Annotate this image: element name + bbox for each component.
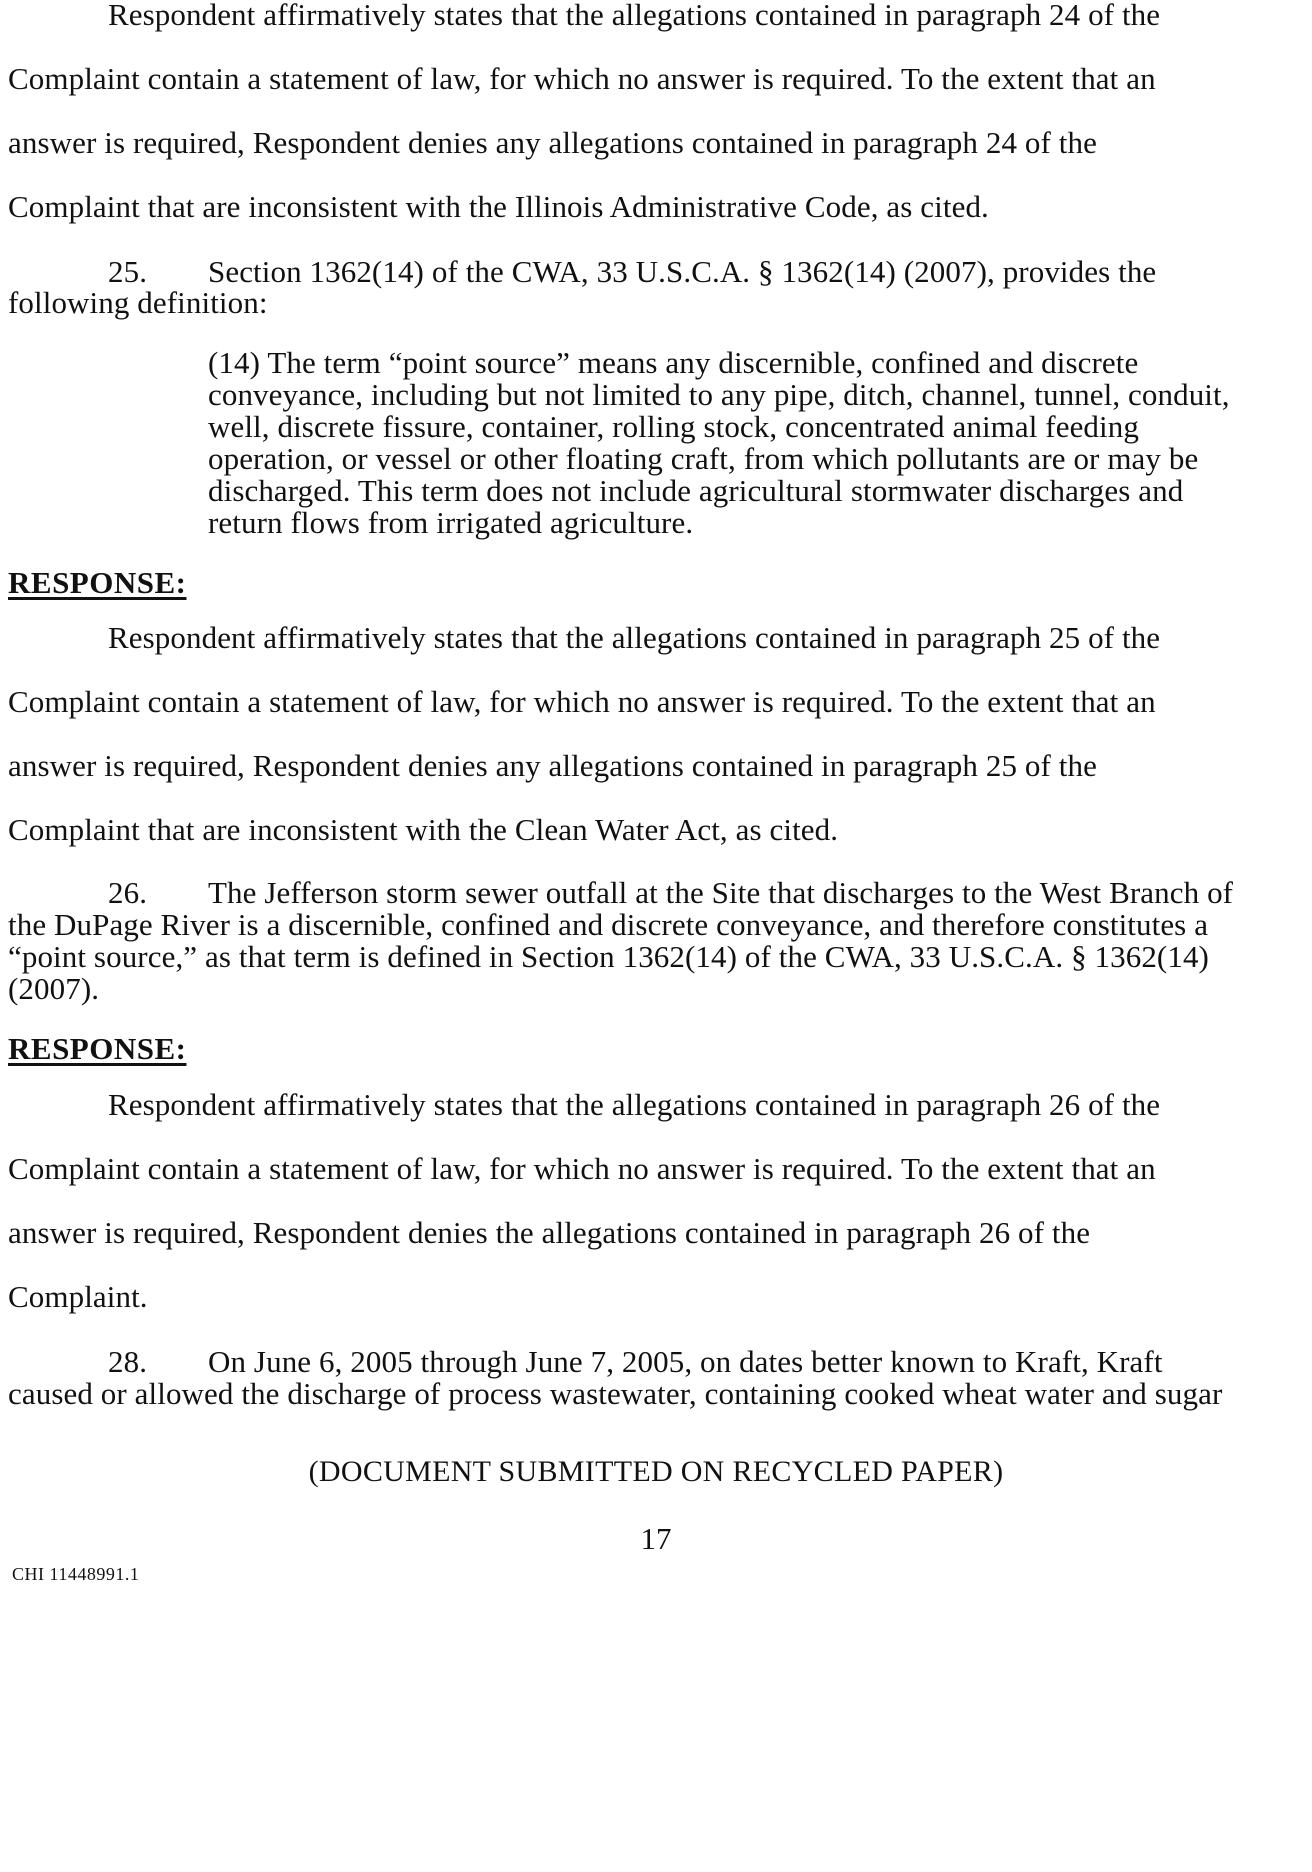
page-number: 17 xyxy=(640,1521,672,1556)
text-line: Respondent affirmatively states that the allegations contained in paragraph 24 of the xyxy=(108,0,1161,32)
text-line: answer is required, Respondent denies the allegations contained in paragraph 26 of the xyxy=(8,1215,1091,1250)
text-line: Complaint that are inconsistent with the Illinois Administrative Code, as cited. xyxy=(8,189,989,224)
text-line: Complaint contain a statement of law, for which no answer is required. To the extent that an xyxy=(8,1151,1156,1186)
text-line: answer is required, Respondent denies any allegations contained in paragraph 24 of the xyxy=(8,125,1097,160)
text-line: Section 1362(14) of the CWA, 33 U.S.C.A. § 1362(14) (2007), provides the xyxy=(208,254,1157,289)
text-line: Complaint contain a statement of law, for which no answer is required. To the extent that an xyxy=(8,684,1156,719)
text-line: Complaint that are inconsistent with the Clean Water Act, as cited. xyxy=(8,812,839,847)
text-line: Complaint. xyxy=(8,1279,148,1314)
text-line: The Jefferson storm sewer outfall at the Site that discharges to the West Branch of xyxy=(208,875,1234,910)
text-line: (2007). xyxy=(8,971,100,1006)
text-line: “point source,” as that term is defined in Section 1362(14) of the CWA, 33 U.S.C.A. § 1362(14) xyxy=(8,939,1209,974)
text-line: the DuPage River is a discernible, confined and discrete conveyance, and therefore constitutes a xyxy=(8,907,1209,942)
quote-line: (14) The term “point source” means any discernible, confined and discrete xyxy=(208,345,1139,380)
text-line: answer is required, Respondent denies any allegations contained in paragraph 25 of the xyxy=(8,748,1097,783)
footer-notice: (DOCUMENT SUBMITTED ON RECYCLED PAPER) xyxy=(308,1455,1004,1488)
quote-line: return flows from irrigated agriculture. xyxy=(208,505,694,540)
text-line: On June 6, 2005 through June 7, 2005, on dates better known to Kraft, Kraft xyxy=(208,1344,1163,1379)
quote-line: well, discrete fissure, container, rolling stock, concentrated animal feeding xyxy=(208,409,1139,444)
text-line: following definition: xyxy=(8,285,268,320)
text-line: Respondent affirmatively states that the allegations contained in paragraph 25 of the xyxy=(108,620,1161,655)
text-line: Complaint contain a statement of law, for which no answer is required. To the extent that an xyxy=(8,61,1156,96)
response-heading: RESPONSE: xyxy=(8,565,187,600)
quote-line: conveyance, including but not limited to any pipe, ditch, channel, tunnel, conduit, xyxy=(208,377,1230,412)
response-heading: RESPONSE: xyxy=(8,1031,187,1066)
document-id: CHI 11448991.1 xyxy=(12,1564,140,1584)
text-line: Respondent affirmatively states that the allegations contained in paragraph 26 of the xyxy=(108,1087,1161,1122)
paragraph-number: 25. xyxy=(108,254,148,289)
quote-line: discharged. This term does not include agricultural stormwater discharges and xyxy=(208,473,1184,508)
paragraph-number: 26. xyxy=(108,875,148,910)
paragraph-number: 28. xyxy=(108,1344,148,1379)
quote-line: operation, or vessel or other floating craft, from which pollutants are or may be xyxy=(208,441,1199,476)
text-line: caused or allowed the discharge of process wastewater, containing cooked wheat water and sugar xyxy=(8,1376,1223,1411)
